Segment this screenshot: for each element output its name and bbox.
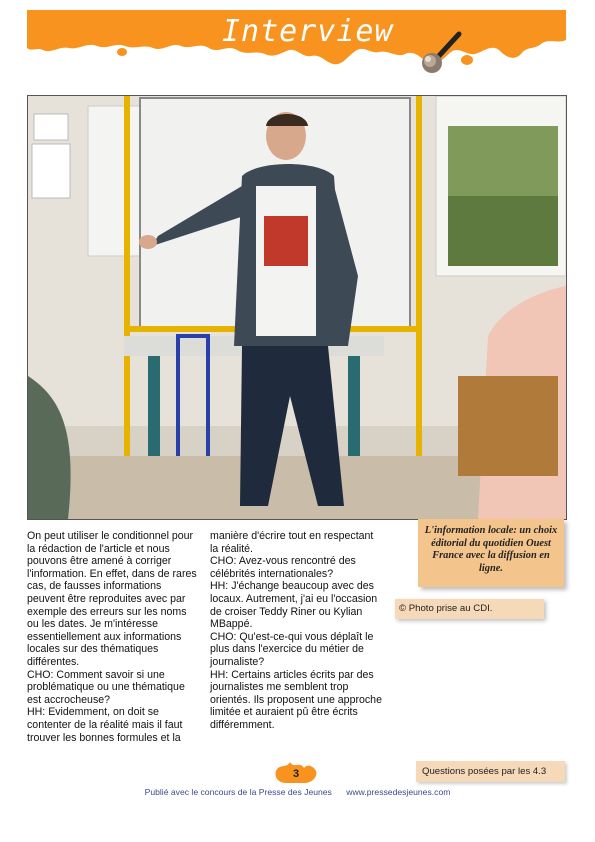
page-number-text: 3 xyxy=(292,768,300,780)
question-2: CHO: Avez-vous rencontré des célébrités internationales? xyxy=(210,555,356,580)
page-number xyxy=(274,759,318,785)
article-column-2 xyxy=(210,530,382,732)
answer-2: HH: J'échange beaucoup avec des locaux. Autrement, j'ai eu l'occasion de croiser Teddy Riner ou Kylian MBappé. xyxy=(210,580,378,631)
page-title: Interview xyxy=(222,14,394,49)
questions-credit-box xyxy=(416,761,565,782)
photo-caption: L'information locale: un choix éditorial du quotidien Ouest France avec la diffusion en ligne. xyxy=(424,525,558,574)
question-1: CHO: Comment savoir si une problématique ou une thématique est accrocheuse? xyxy=(27,668,185,706)
answer-1-continued: manière d'écrire tout en respectant la réalité. xyxy=(210,530,374,555)
question-3: CHO: Qu'est-ce-qui vous déplaît le plus dans l'exercice du métier de journaliste? xyxy=(210,630,374,668)
answer-1: HH: Evidemment, on doit se contenter de la réalité mais il faut trouver les bonnes formules et la xyxy=(27,706,183,744)
microphone-icon xyxy=(417,26,469,78)
classroom-photo xyxy=(27,95,567,520)
footer-website-link[interactable]: www.pressedesjeunes.com xyxy=(346,787,451,797)
photo-credit-box xyxy=(395,599,544,619)
article-column-1 xyxy=(27,530,199,744)
article-paragraph: On peut utiliser le conditionnel pour la rédaction de l'article et nous pouvons être amené à corriger l'information. En effet, dans de rares cas, de fausses informations peuvent être reproduites avec par exemple des erreurs sur les noms ou les dates. Je m'intéresse essentiellement aux informations locales sur des thématiques différentes. xyxy=(27,530,197,668)
photo-credit: © Photo prise au CDI. xyxy=(399,603,493,614)
footer xyxy=(0,787,595,797)
photo-caption-box xyxy=(418,519,564,587)
questions-credit: Questions posées par les 4.3 xyxy=(422,766,547,777)
footer-publisher: Publié avec le concours de la Presse des Jeunes xyxy=(144,787,332,797)
answer-3: HH: Certains articles écrits par des journalistes me semblent trop orientés. Ils proposent une approche limitée et auraient pû être écrits différemment. xyxy=(210,668,382,731)
